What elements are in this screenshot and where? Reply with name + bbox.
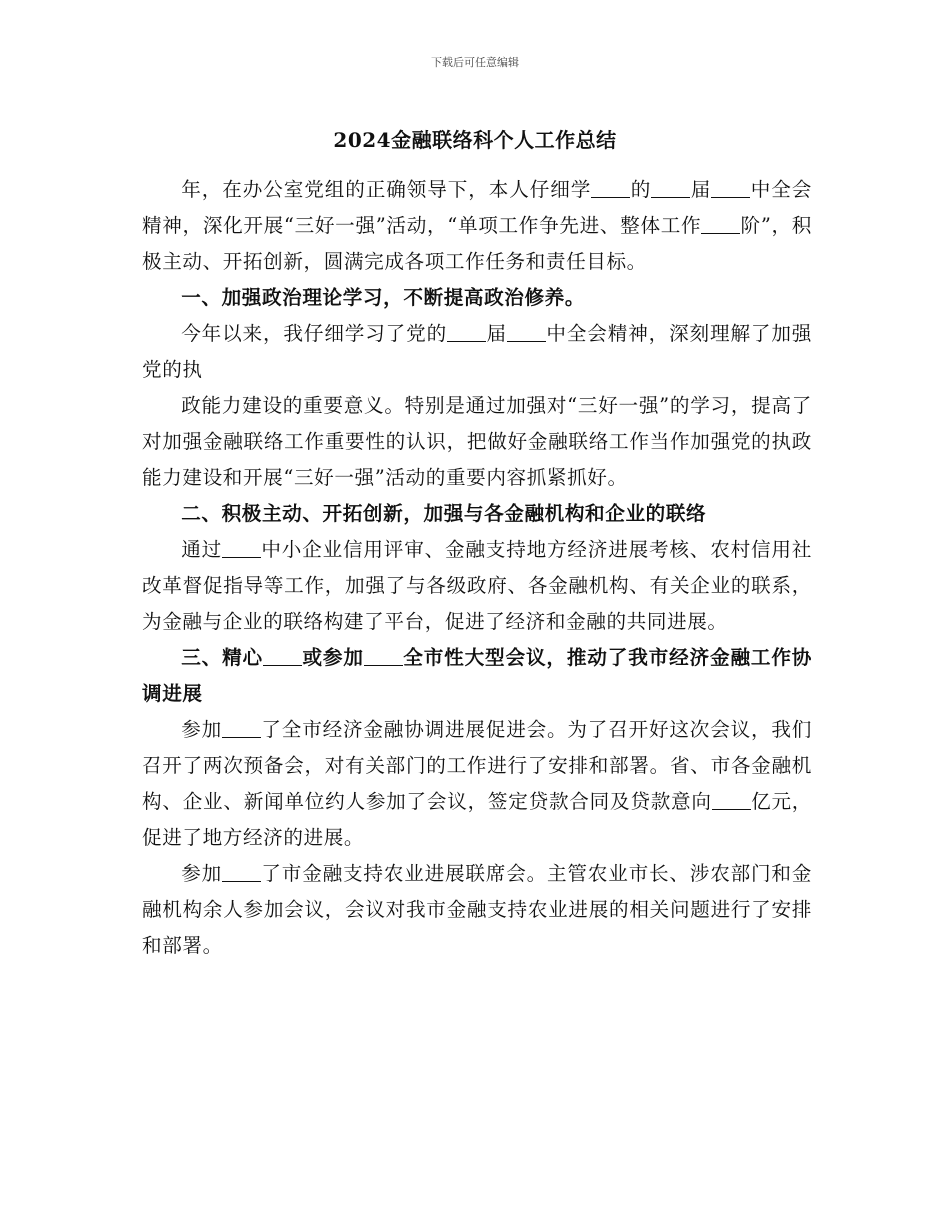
- text-segment: 年，在办公室党组的正确领导下，本人仔细学: [181, 178, 592, 201]
- section-1-paragraph-2: 政能力建设的重要意义。特别是通过加强对“三好一强”的学习，提高了对加强金融联络工作重要性的认识，把做好金融联络工作当作加强党的执政能力建设和开展“三好一强”活动的重要内容抓紧抓好。: [142, 394, 812, 489]
- section-2-paragraph: [142, 532, 812, 640]
- blank-line: [263, 645, 302, 666]
- text-segment: 三、精心: [181, 646, 263, 669]
- blank-line: [711, 177, 750, 198]
- text-segment: 中小企业信用评审、金融支持地方经济进展考核、农村信用社改革督促指导等工作，加强了与各级政府、各金融机构、有关企业的联系，为金融与企业的联络构建了平台，促进了经济和金融的共同进展。: [142, 538, 813, 633]
- text-segment: 的: [630, 178, 652, 201]
- section-heading-1: 一、加强政治理论学习，不断提高政治修养。: [181, 286, 586, 309]
- text-segment: 了市金融支持农业进展联席会。主管农业市长、涉农部门和金融机构余人参加会议，会议对我市金融支持农业进展的相关问题进行了安排和部署。: [142, 862, 813, 957]
- text-segment: 全市性大型会议，推动了我市经济金融工作协调进展: [142, 646, 812, 705]
- section-3-paragraph-1: [142, 712, 812, 856]
- section-1-paragraph-1: [142, 316, 812, 388]
- header-note: 下载后可任意编辑: [431, 56, 519, 69]
- document-body: [142, 172, 812, 964]
- text-segment: 了全市经济金融协调进展促进会。为了召开好这次会议，我们召开了两次预备会，对有关部门的工作进行了安排和部署。省、市各金融机构、企业、新闻单位约人参加了会议，签定贷款合同及贷款意向: [142, 718, 813, 813]
- text-segment: 参加: [181, 718, 222, 741]
- section-3-paragraph-2: [142, 856, 812, 964]
- blank-line: [222, 861, 261, 882]
- intro-paragraph: [142, 172, 812, 280]
- blank-line: [447, 321, 486, 342]
- section-heading-2: 二、积极主动、开拓创新，加强与各金融机构和企业的联络: [181, 502, 707, 525]
- blank-line: [701, 213, 740, 234]
- blank-line: [364, 645, 403, 666]
- document-title: 2024金融联络科个人工作总结: [333, 128, 617, 152]
- blank-line: [651, 177, 690, 198]
- text-segment: 或参加: [302, 646, 364, 669]
- text-segment: 今年以来，我仔细学习了党的: [181, 322, 448, 345]
- text-segment: 届: [690, 178, 712, 201]
- text-segment: 阶”，积极主动、开拓创新，圆满完成各项工作任务和责任目标。: [142, 214, 812, 273]
- text-segment: 亿元，促进了地方经济的进展。: [142, 790, 812, 849]
- section-heading-3: [142, 640, 812, 712]
- text-segment: 届: [486, 322, 507, 345]
- blank-line: [222, 717, 261, 738]
- blank-line: [712, 789, 751, 810]
- blank-line: [591, 177, 630, 198]
- text-segment: 中全会精神，深化开展“三好一强”活动，“单项工作争先进、整体工作: [142, 178, 812, 237]
- blank-line: [222, 537, 261, 558]
- blank-line: [507, 321, 546, 342]
- text-segment: 通过: [181, 538, 222, 561]
- text-segment: 中全会精神，深刻理解了加强党的执: [142, 322, 812, 381]
- text-segment: 参加: [181, 862, 222, 885]
